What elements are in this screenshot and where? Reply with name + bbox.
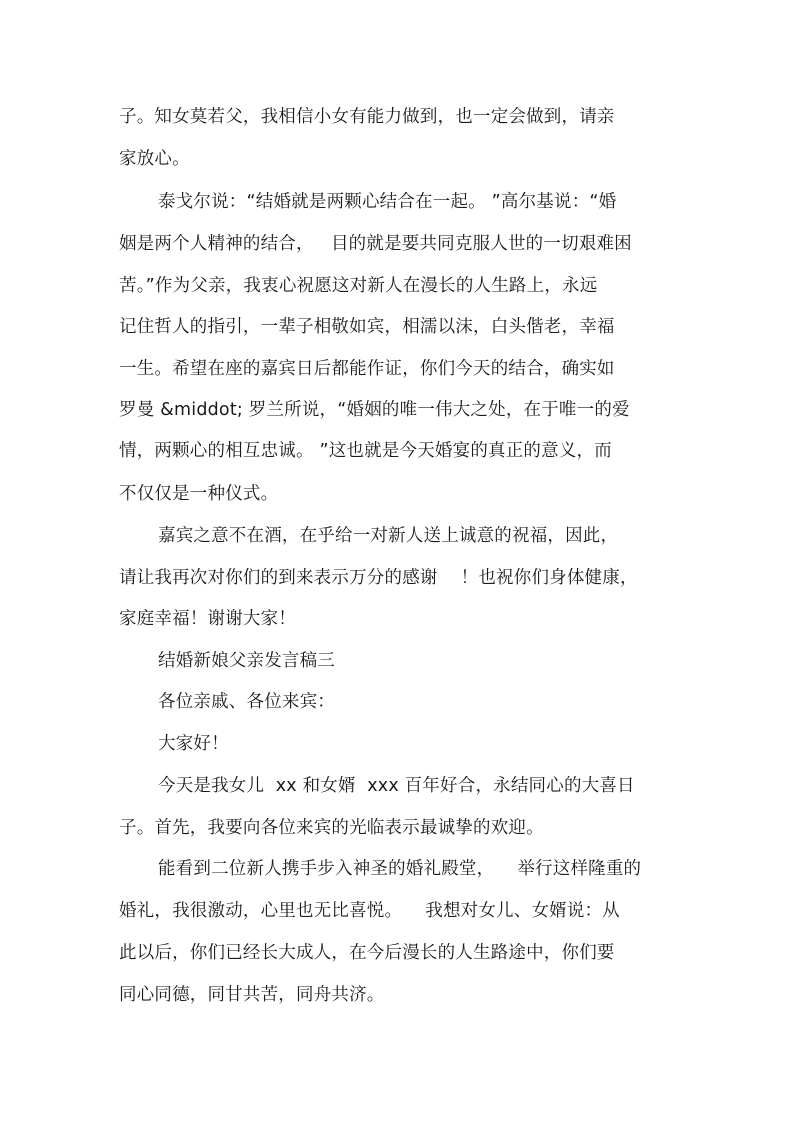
body-text-line: 泰戈尔说：“结婚就是两颗心结合在一起。 ”高尔基说：“婚 <box>158 192 617 212</box>
body-text-line: 同心同德，同甘共苦，同舟共济。 <box>119 985 385 1005</box>
body-text-line: 今天是我女儿 xx 和女婿 xxx 百年好合，永结同心的大喜日 <box>158 776 635 796</box>
body-text-line: 请让我再次对你们的到来表示万分的感谢 ！也祝你们身体健康， <box>119 568 638 588</box>
body-text-line: 子。知女莫若父，我相信小女有能力做到，也一定会做到，请亲 <box>119 107 615 127</box>
body-text-line: 此以后，你们已经长大成人，在今后漫长的人生路途中，你们要 <box>119 943 615 963</box>
body-text-line: 记住哲人的指引，一辈子相敬如宾，相濡以沫，白头偕老，幸福 <box>119 317 615 337</box>
body-text-line: 嘉宾之意不在酒，在乎给一对新人送上诚意的祝福，因此， <box>158 526 619 546</box>
body-text-line: 不仅仅是一种仪式。 <box>119 484 279 504</box>
body-text-line: 能看到二位新人携手步入神圣的婚礼殿堂， 举行这样隆重的 <box>158 859 642 879</box>
body-text-line: 婚礼，我很激动，心里也无比喜悦。 我想对女儿、女婿说：从 <box>119 901 620 921</box>
greeting: 大家好！ <box>158 734 229 754</box>
body-text-line: 家放心。 <box>119 149 190 169</box>
body-text-line: 一生。希望在座的嘉宾日后都能作证，你们今天的结合，确实如 <box>119 359 615 379</box>
body-text-line: 家庭幸福！谢谢大家！ <box>119 609 296 629</box>
salutation: 各位亲戚、各位来宾： <box>158 692 335 712</box>
body-text-line: 罗曼 &middot; 罗兰所说，“婚姻的唯一伟大之处，在于唯一的爱 <box>119 400 630 420</box>
body-text-line: 子。首先，我要向各位来宾的光临表示最诚挚的欢迎。 <box>119 818 544 838</box>
section-heading: 结婚新娘父亲发言稿三 <box>158 651 335 671</box>
body-text-line: 情，两颗心的相互忠诚。 ”这也就是今天婚宴的真正的意义，而 <box>119 441 612 461</box>
body-text-line: 姻是两个人精神的结合， 目的就是要共同克服人世的一切艰难困 <box>119 234 632 254</box>
body-text-line: 苦。”作为父亲，我衷心祝愿这对新人在漫长的人生路上，永远 <box>119 276 598 296</box>
